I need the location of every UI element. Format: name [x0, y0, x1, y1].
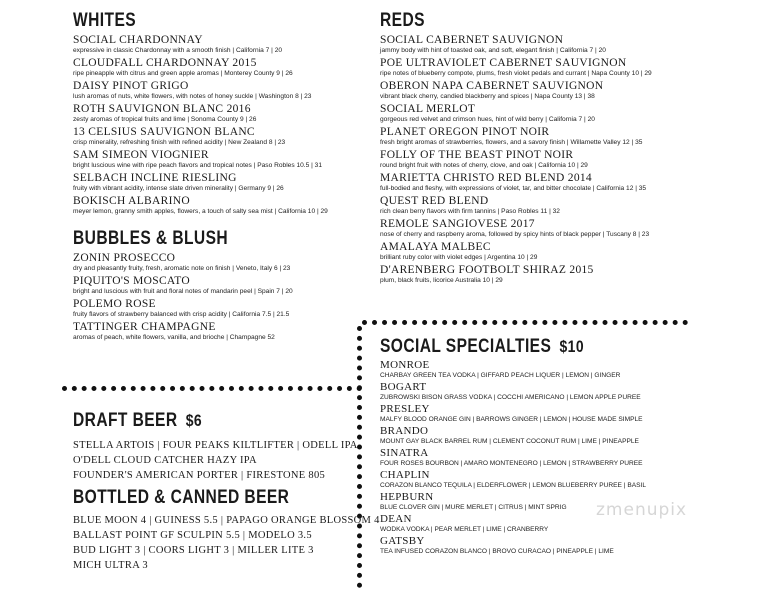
wine-desc: gorgeous red velvet and crimson hues, hint of wild berry | California 7 | 20 [380, 116, 595, 123]
cocktail-name: DEAN [380, 513, 412, 525]
draft-heading-text: DRAFT BEER [73, 410, 178, 431]
wine-name: POLEMO ROSE [73, 298, 156, 310]
cocktail-desc: MOUNT GAY BLACK BARREL RUM | CLEMENT COCONUT RUM | LIME | PINEAPPLE [380, 438, 639, 445]
cocktail-item [380, 426, 700, 446]
cocktail-desc: CHARBAY GREEN TEA VODKA | GIFFARD PEACH LIQUER | LEMON | GINGER [380, 372, 621, 379]
wine-item [73, 298, 363, 319]
wine-item [380, 126, 700, 147]
cocktail-name: HEPBURN [380, 491, 434, 503]
wine-desc: ripe pineapple with citrus and green apple aromas | Monterey County 9 | 26 [73, 70, 293, 77]
wine-item [73, 149, 363, 170]
cocktail-name: MONROE [380, 359, 430, 371]
wine-desc: vibrant black cherry, candied blackberry and spices | Napa County 13 | 38 [380, 93, 595, 100]
beer-line: MICH ULTRA 3 [73, 560, 148, 571]
wine-item [73, 172, 363, 193]
wine-name: PLANET OREGON PINOT NOIR [380, 126, 550, 138]
wine-name: SELBACH INCLINE RIESLING [73, 172, 237, 184]
wine-desc: lush aromas of nuts, white flowers, with notes of honey suckle | Washington 8 | 23 [73, 93, 312, 100]
wine-desc: fruity with vibrant acidity, intense slate driven minerality | Germany 9 | 26 [73, 185, 284, 192]
wine-item [73, 126, 363, 147]
wine-desc: dry and pleasantly fruity, fresh, aromatic note on finish | Veneto, Italy 6 | 23 [73, 265, 291, 272]
wine-item [73, 103, 363, 124]
cocktail-item [380, 404, 700, 424]
cocktail-item [380, 470, 700, 490]
wine-desc: zesty aromas of tropical fruits and lime | Sonoma County 9 | 26 [73, 116, 257, 123]
wine-name: CLOUDFALL CHARDONNAY 2015 [73, 57, 257, 69]
wine-item [380, 80, 700, 101]
beer-line: O'DELL CLOUD CATCHER HAZY IPA [73, 455, 257, 466]
wine-desc: ripe notes of blueberry compote, plums, fresh violet pedals and currant | Napa County 10 | 29 [380, 70, 652, 77]
cocktail-name: BOGART [380, 381, 427, 393]
draft-price: $6 [185, 411, 203, 430]
bottled-list [73, 513, 380, 573]
wine-item [380, 103, 700, 124]
reds-list [380, 34, 700, 285]
wine-name: POE ULTRAVIOLET CABERNET SAUVIGNON [380, 57, 627, 69]
bubbles-heading: BUBBLES & BLUSH [73, 228, 229, 249]
whites-list [73, 34, 363, 216]
cocktail-name: CHAPLIN [380, 469, 430, 481]
wine-item [73, 80, 363, 101]
wine-name: TATTINGER CHAMPAGNE [73, 321, 216, 333]
wine-desc: nose of cherry and raspberry aroma, followed by spicy hints of black pepper | Tuscany 8 | 23 [380, 231, 650, 238]
wine-name: QUEST RED BLEND [380, 195, 489, 207]
wine-desc: brilliant ruby color with violet edges | Argentina 10 | 29 [380, 254, 538, 261]
wine-name: SOCIAL CABERNET SAUVIGNON [380, 34, 564, 46]
cocktail-item [380, 382, 700, 402]
wine-name: MARIETTA CHRISTO RED BLEND 2014 [380, 172, 592, 184]
wine-item [380, 264, 700, 285]
right-column [380, 10, 700, 285]
wine-desc: crisp minerality, refreshing finish with refined acidity | New Zealand 8 | 23 [73, 139, 286, 146]
beer-line: BUD LIGHT 3 | COORS LIGHT 3 | MILLER LITE 3 [73, 545, 314, 556]
wine-item [380, 195, 700, 216]
wine-name: OBERON NAPA CABERNET SAUVIGNON [380, 80, 604, 92]
cocktail-desc: TEA INFUSED CORAZON BLANCO | BROVO CURACAO | PINEAPPLE | LIME [380, 548, 614, 555]
right-dotted-divider [362, 320, 688, 325]
watermark-logo: zmenupix [596, 500, 688, 520]
specialties-price: $10 [559, 337, 584, 356]
wine-desc: bright luscious wine with ripe peach flavors and tropical notes | Paso Robles 10.5 | 31 [73, 162, 322, 169]
beer-line: BALLAST POINT GF SCULPIN 5.5 | MODELO 3.5 [73, 530, 312, 541]
beer-line: FOUNDER'S AMERICAN PORTER | FIRESTONE 805 [73, 470, 326, 481]
cocktail-desc: FOUR ROSES BOURBON | AMARO MONTENEGRO | LEMON | STRAWBERRY PUREE [380, 460, 643, 467]
cocktail-item [380, 448, 700, 468]
cocktail-name: PRESLEY [380, 403, 430, 415]
wine-desc: fruity flavors of strawberry balanced with crisp acidity | California 7.5 | 21.5 [73, 311, 290, 318]
wine-desc: meyer lemon, granny smith apples, flowers, a touch of salty sea mist | California 10 | 29 [73, 208, 328, 215]
wine-name: ZONIN PROSECCO [73, 252, 176, 264]
beer-line: BLUE MOON 4 | GUINESS 5.5 | PAPAGO ORANGE BLOSSOM 4 [73, 515, 380, 526]
wine-item [380, 241, 700, 262]
wine-name: SOCIAL MERLOT [380, 103, 476, 115]
wine-item [380, 218, 700, 239]
wine-item [73, 34, 363, 55]
wine-item [73, 57, 363, 78]
wine-item [73, 195, 363, 216]
wine-name: SAM SIMEON VIOGNIER [73, 149, 209, 161]
wine-name: PIQUITO'S MOSCATO [73, 275, 190, 287]
left-column [73, 10, 363, 342]
wine-name: 13 CELSIUS SAUVIGNON BLANC [73, 126, 255, 138]
bottled-beer-section [73, 487, 380, 573]
wine-name: SOCIAL CHARDONNAY [73, 34, 203, 46]
reds-heading: REDS [380, 10, 425, 31]
draft-beer-section [73, 410, 363, 483]
wine-item [380, 34, 700, 55]
wine-item [380, 149, 700, 170]
wine-name: ROTH SAUVIGNON BLANC 2016 [73, 103, 251, 115]
wine-desc: aromas of peach, white flowers, vanilla, and brioche | Champagne 52 [73, 334, 275, 341]
cocktail-item [380, 536, 700, 556]
wine-item [73, 275, 363, 296]
wine-desc: round bright fruit with notes of cherry, clove, and oak | California 10 | 29 [380, 162, 588, 169]
specialties-section [380, 336, 700, 556]
bubbles-list [73, 252, 363, 342]
cocktail-desc: ZUBROWSKI BISON GRASS VODKA | COCCHI AMERICANO | LEMON APPLE PUREE [380, 394, 641, 401]
left-dotted-divider [62, 386, 362, 391]
wine-name: DAISY PINOT GRIGO [73, 80, 189, 92]
wine-item [380, 57, 700, 78]
cocktail-desc: CORAZON BLANCO TEQUILA | ELDERFLOWER | LEMON BLUEBERRY PUREE | BASIL [380, 482, 647, 489]
wine-desc: bright and luscious with fruit and floral notes of mandarin peel | Spain 7 | 20 [73, 288, 293, 295]
cocktail-name: SINATRA [380, 447, 429, 459]
cocktail-name: GATSBY [380, 535, 425, 547]
wine-desc: rich clean berry flavors with firm tannins | Paso Robles 11 | 32 [380, 208, 560, 215]
wine-desc: plum, black fruits, licorice Australia 10 | 29 [380, 277, 503, 284]
wine-name: AMALAYA MALBEC [380, 241, 491, 253]
bottled-heading: BOTTLED & CANNED BEER [73, 487, 290, 508]
wine-item [73, 321, 363, 342]
cocktail-desc: MALFY BLOOD ORANGE GIN | BARROWS GINGER | LEMON | HOUSE MADE SIMPLE [380, 416, 643, 423]
wine-desc: expressive in classic Chardonnay with a smooth finish | California 7 | 20 [73, 47, 283, 54]
wine-name: BOKISCH ALBARINO [73, 195, 190, 207]
cocktail-item [380, 360, 700, 380]
cocktail-desc: BLUE CLOVER GIN | MURE MERLET | CITRUS | MINT SPRIG [380, 504, 567, 511]
wine-name: FOLLY OF THE BEAST PINOT NOIR [380, 149, 574, 161]
wine-item [73, 252, 363, 273]
wine-desc: fresh bright aromas of strawberries, flowers, and a savory finish | Willamette Valley 12 | 35 [380, 139, 643, 146]
cocktail-name: BRANDO [380, 425, 429, 437]
wine-item [380, 172, 700, 193]
wine-desc: full-bodied and fleshy, with expressions of violet, tar, and bitter chocolate | California 12 | 35 [380, 185, 647, 192]
draft-list [73, 438, 363, 483]
specialties-heading [380, 336, 642, 358]
wine-name: D'ARENBERG FOOTBOLT SHIRAZ 2015 [380, 264, 594, 276]
wine-name: REMOLE SANGIOVESE 2017 [380, 218, 535, 230]
cocktail-desc: WODKA VODKA | PEAR MERLET | LIME | CRANBERRY [380, 526, 549, 533]
beer-line: STELLA ARTOIS | FOUR PEAKS KILTLIFTER | ODELL IPA [73, 440, 358, 451]
specialties-heading-text: SOCIAL SPECIALTIES [380, 336, 552, 357]
specialties-list [380, 360, 700, 556]
draft-heading [73, 410, 311, 432]
wine-desc: jammy body with hint of toasted oak, and soft, elegant finish | California 7 | 20 [380, 47, 606, 54]
whites-heading: WHITES [73, 10, 137, 31]
